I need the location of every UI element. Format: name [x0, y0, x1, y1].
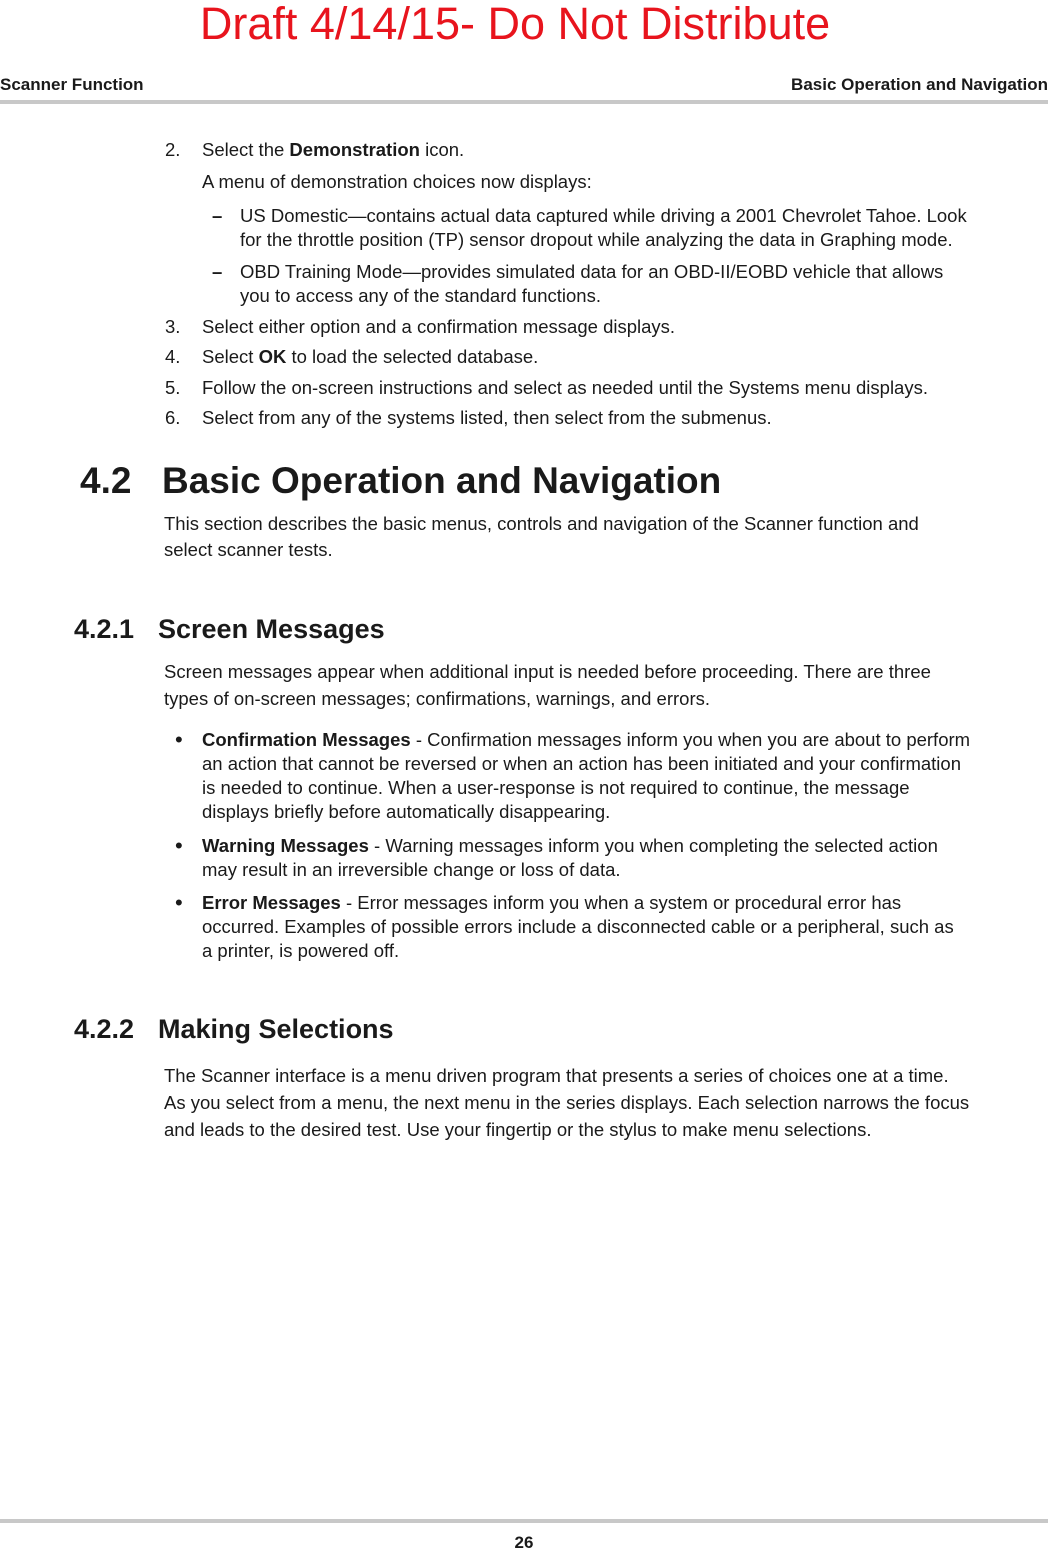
bullet-marker: • — [175, 833, 183, 858]
bullet-text: Error Messages - Error messages inform you when a system or procedural error has — [202, 892, 902, 913]
page-number: 26 — [514, 1533, 534, 1552]
step-number: 3. — [165, 316, 181, 337]
step-text: Select OK to load the selected database. — [202, 346, 539, 367]
step-text: Select either option and a confirmation message displays. — [202, 316, 676, 337]
sub-item-line: for the throttle position (TP) sensor dropout while analyzing the data in Graphing mode. — [240, 229, 953, 250]
subsection-heading: 4.2.2 Making Selections — [74, 1014, 394, 1044]
footer-divider — [0, 1519, 1048, 1523]
section-intro: This section describes the basic menus, controls and navigation of the Scanner function and — [164, 513, 919, 534]
bullet-text: is needed to continue. When a user-response is not required to continue, the message — [202, 777, 910, 798]
running-header-right: Basic Operation and Navigation — [791, 75, 1048, 94]
bullet-text: a printer, is powered off. — [202, 940, 400, 961]
bullet-text: Warning Messages - Warning messages inform you when completing the selected action — [202, 835, 938, 856]
bullet-text: may result in an irreversible change or loss of data. — [202, 859, 621, 880]
bullet-text: displays briefly before automatically disappearing. — [202, 801, 611, 822]
subsection-intro: types of on-screen messages; confirmations, warnings, and errors. — [164, 688, 710, 709]
menu-intro: A menu of demonstration choices now displays: — [202, 171, 592, 192]
step-text: Select the Demonstration icon. — [202, 139, 465, 160]
section-intro: select scanner tests. — [164, 539, 333, 560]
sub-item-line: you to access any of the standard functions. — [240, 285, 601, 306]
subsection-heading: 4.2.1 Screen Messages — [74, 614, 385, 644]
bullet-text: an action that cannot be reversed or when an action has been initiated and your confirmation — [202, 753, 961, 774]
draft-watermark: Draft 4/14/15- Do Not Distribute — [199, 0, 831, 49]
step-text: Select from any of the systems listed, then select from the submenus. — [202, 407, 772, 428]
sub-item-line: US Domestic—contains actual data captured while driving a 2001 Chevrolet Tahoe. Look — [240, 205, 967, 226]
running-header-left: Scanner Function — [0, 75, 144, 94]
bullet-text: Confirmation Messages - Confirmation messages inform you when you are about to perform — [202, 729, 971, 750]
dash-marker: – — [212, 261, 223, 282]
bullet-marker: • — [175, 727, 183, 752]
sub-item-line: OBD Training Mode—provides simulated data for an OBD-II/EOBD vehicle that allows — [240, 261, 944, 282]
step-text: Follow the on-screen instructions and select as needed until the Systems menu displays. — [202, 377, 928, 398]
section-heading: 4.2 Basic Operation and Navigation — [80, 460, 722, 501]
step-number: 6. — [165, 407, 181, 428]
body-text: As you select from a menu, the next menu in the series displays. Each selection narrows the focus — [164, 1092, 970, 1113]
header-divider — [0, 100, 1048, 104]
body-text: and leads to the desired test. Use your fingertip or the stylus to make menu selections. — [164, 1119, 872, 1140]
bullet-text: occurred. Examples of possible errors include a disconnected cable or a peripheral, such as — [202, 916, 954, 937]
bullet-marker: • — [175, 890, 183, 915]
step-number: 2. — [165, 139, 181, 160]
subsection-intro: Screen messages appear when additional input is needed before proceeding. There are three — [164, 661, 931, 682]
step-number: 5. — [165, 377, 181, 398]
body-text: The Scanner interface is a menu driven program that presents a series of choices one at a time. — [164, 1065, 949, 1086]
dash-marker: – — [212, 205, 223, 226]
step-number: 4. — [165, 346, 181, 367]
